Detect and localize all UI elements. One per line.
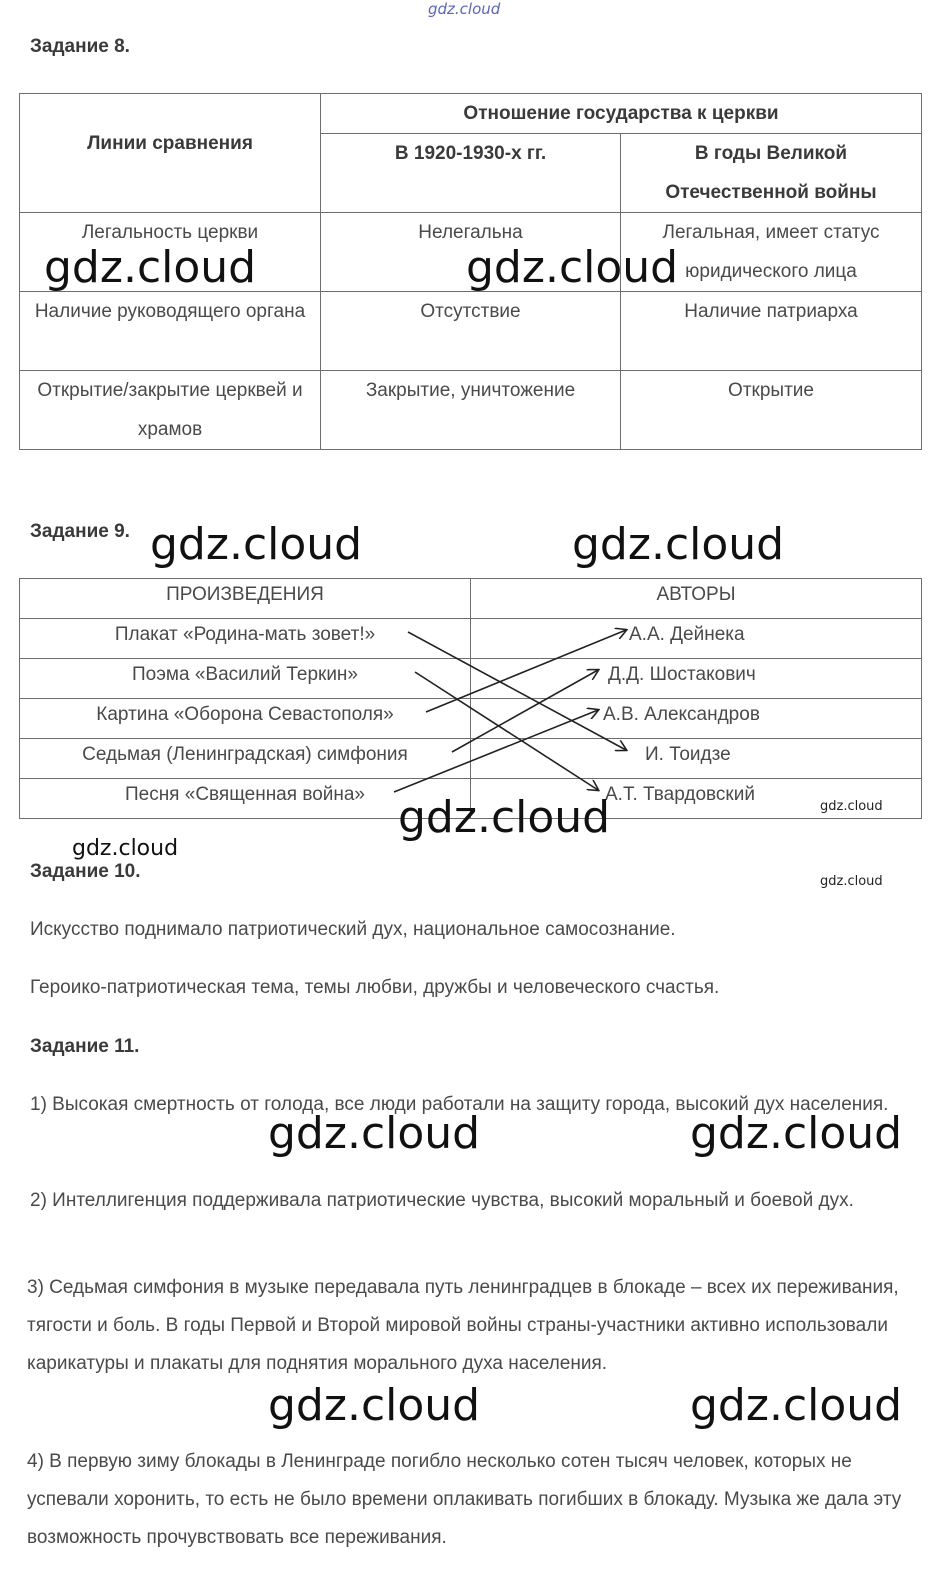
author-cell: А.Т. Твардовский [471, 779, 922, 819]
watermark: gdz.cloud [820, 799, 883, 814]
task11-item: 1) Высокая смертность от голода, все люди работали на защиту города, высокий дух населения. [30, 1094, 889, 1115]
watermark: gdz.cloud [690, 1108, 903, 1159]
row-period1-value: Закрытие, уничтожение [321, 371, 621, 450]
author-cell: А.А. Дейнека [471, 619, 922, 659]
header-watermark: gdz.cloud [428, 0, 501, 18]
match-arrow [394, 710, 598, 792]
col-header-1920: В 1920-1930-х гг. [321, 134, 621, 213]
author-cell: А.В. Александров [471, 699, 922, 739]
col-header-works: ПРОИЗВЕДЕНИЯ [20, 579, 471, 619]
author-cell: И. Тоидзе [471, 739, 922, 779]
watermark: gdz.cloud [150, 519, 363, 570]
task11-item: 3) Седьмая симфония в музыке передавала путь ленинградцев в блокаде – всех их переживания, тягости и боль. В годы Первой и Второй мировой войны страны-участники активно использовали карикатуры и плакаты для поднятия морального духа населения. [27, 1277, 899, 1374]
row-line-label: Легальность церкви [20, 213, 321, 292]
work-cell: Поэма «Василий Теркин» [20, 659, 471, 699]
author-cell: Д.Д. Шостакович [471, 659, 922, 699]
row-period2-value: Наличие патриарха [621, 292, 922, 371]
row-period1-value: Отсутствие [321, 292, 621, 371]
task9-title: Задание 9. [30, 521, 130, 542]
task10-title: Задание 10. [30, 861, 141, 882]
watermark: gdz.cloud [820, 874, 883, 889]
task10-line: Героико-патриотическая тема, темы любви, дружбы и человеческого счастья. [30, 977, 720, 998]
watermark: gdz.cloud [572, 519, 785, 570]
row-line-label: Наличие руководящего органа [20, 292, 321, 371]
task8-title: Задание 8. [30, 36, 130, 57]
col-header-authors: АВТОРЫ [471, 579, 922, 619]
work-cell: Седьмая (Ленинградская) симфония [20, 739, 471, 779]
row-line-label: Открытие/закрытие церквей и храмов [20, 371, 321, 450]
watermark: gdz.cloud [690, 1380, 903, 1431]
col-header-group: Отношение государства к церкви [321, 94, 922, 134]
row-period1-value: Нелегальна [321, 213, 621, 292]
watermark: gdz.cloud [72, 836, 179, 861]
task11-title: Задание 11. [30, 1036, 140, 1057]
row-period2-value: Легальная, имеет статус юридического лица [621, 213, 922, 292]
watermark: gdz.cloud [268, 1380, 481, 1431]
work-cell: Картина «Оборона Севастополя» [20, 699, 471, 739]
work-cell: Плакат «Родина-мать зовет!» [20, 619, 471, 659]
watermark: gdz.cloud [44, 242, 257, 293]
task11-item: 4) В первую зиму блокады в Ленинграде погибло несколько сотен тысяч человек, которых не успевали хоронить, то есть не было времени оплакивать погибших в блокаду. Музыка же дала эту возможность прочувствовать все переживания. [27, 1451, 902, 1548]
match-arrow [408, 632, 626, 750]
watermark: gdz.cloud [398, 792, 611, 843]
task10-line: Искусство поднимало патриотический дух, национальное самосознание. [30, 919, 676, 940]
col-header-lines: Линии сравнения [20, 94, 321, 213]
watermark: gdz.cloud [466, 242, 679, 293]
watermark: gdz.cloud [268, 1108, 481, 1159]
task11-item: 2) Интеллигенция поддерживала патриотические чувства, высокий моральный и боевой дух. [30, 1190, 854, 1211]
work-cell: Песня «Священная война» [20, 779, 471, 819]
row-period2-value: Открытие [621, 371, 922, 450]
col-header-war: В годы Великой Отечественной войны [621, 134, 922, 213]
